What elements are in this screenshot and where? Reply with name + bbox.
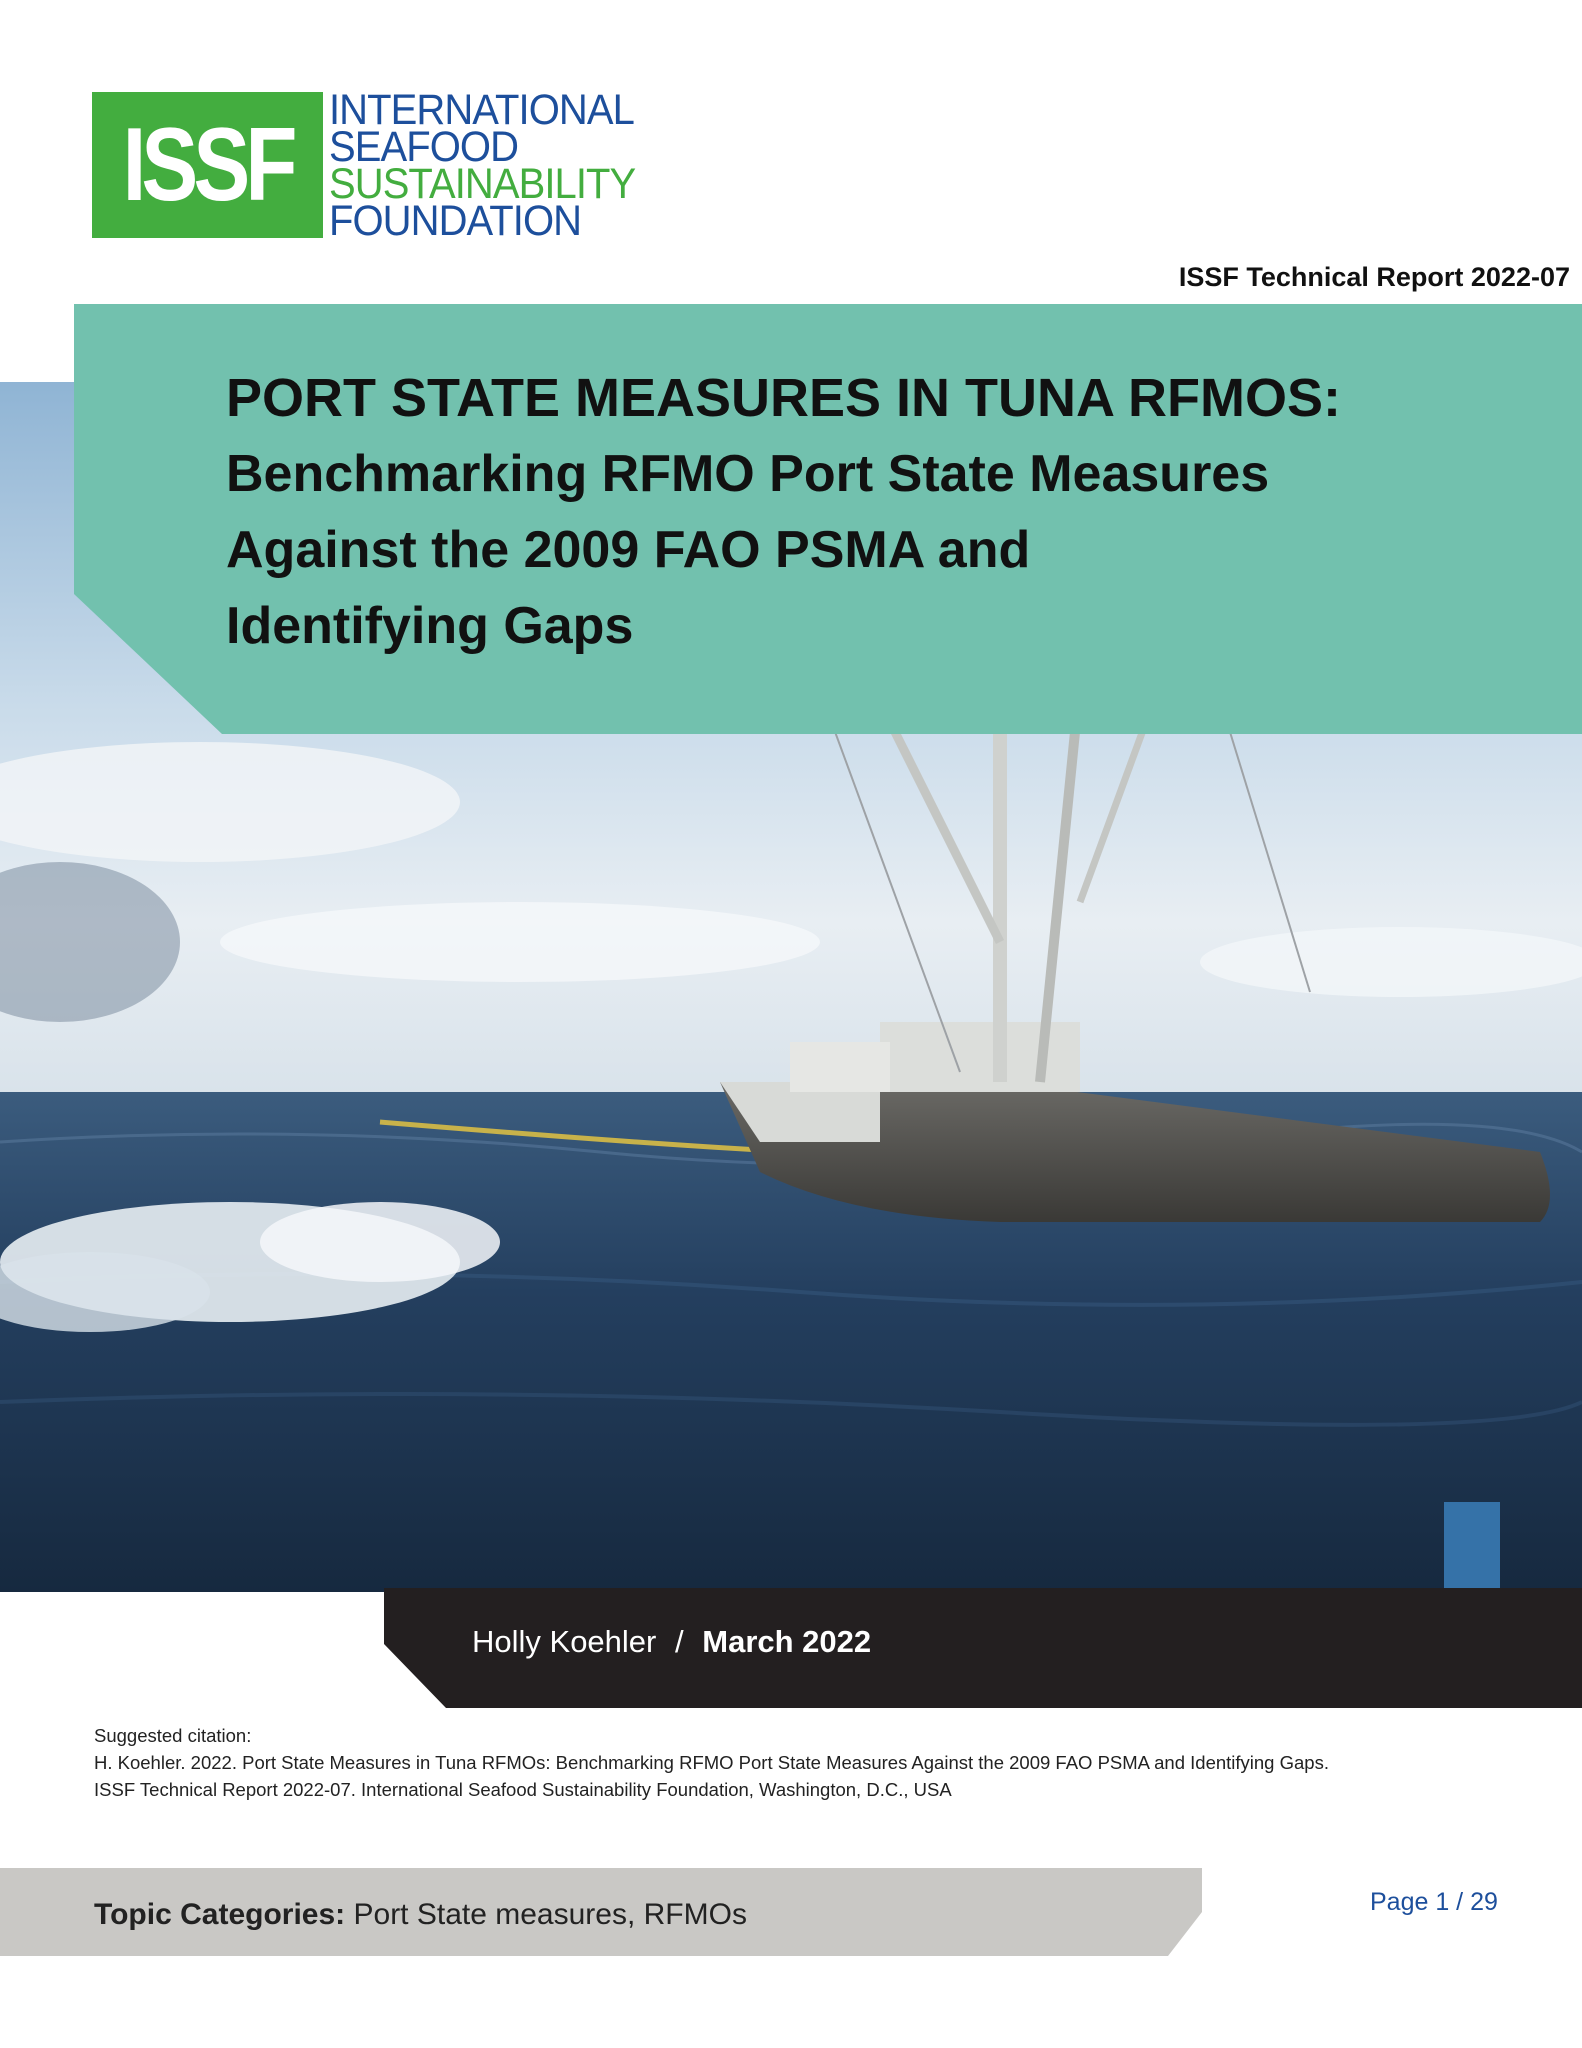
page-number: Page 1 / 29: [1370, 1888, 1498, 1916]
logo-mark: [92, 92, 323, 238]
logo-line-4: FOUNDATION: [329, 197, 582, 245]
title-line-4: Identifying Gaps: [226, 597, 634, 655]
logo-line-3: SUSTAINABILITY: [329, 160, 636, 208]
report-title: [226, 360, 1546, 664]
logo-line-1: INTERNATIONAL: [329, 86, 634, 134]
topic-categories: [94, 1898, 747, 1932]
report-id: ISSF Technical Report 2022-07: [1178, 262, 1570, 292]
title-line-2: Benchmarking RFMO Port State Measures: [226, 445, 1270, 503]
title-line-1: PORT STATE MEASURES IN TUNA RFMOS:: [226, 368, 1341, 428]
publication-date: March 2022: [702, 1624, 872, 1659]
author-separator: /: [675, 1624, 684, 1659]
citation-line-1: H. Koehler. 2022. Port State Measures in Tuna RFMOs: Benchmarking RFMO Port State Measures Against the 2009 FAO PSMA and Identifying Gaps.: [94, 1752, 1329, 1773]
logo-line-2: SEAFOOD: [329, 123, 519, 171]
logo-wordmark: [329, 86, 658, 245]
author-name: Holly Koehler: [472, 1624, 657, 1659]
suggested-citation: [94, 1722, 1514, 1803]
topic-label: Topic Categories:: [94, 1898, 346, 1931]
title-line-3: Against the 2009 FAO PSMA and: [226, 521, 1031, 579]
logo-acronym: ISSF: [122, 106, 293, 223]
citation-label: Suggested citation:: [94, 1725, 252, 1746]
citation-line-2: ISSF Technical Report 2022-07. International Seafood Sustainability Foundation, Washington, D.C., USA: [94, 1779, 952, 1800]
photo-credit: Photo: David Itano: [1333, 1930, 1490, 1951]
topic-value: Port State measures, RFMOs: [353, 1898, 747, 1931]
author-line: [472, 1624, 871, 1660]
issf-logo: [92, 86, 658, 245]
